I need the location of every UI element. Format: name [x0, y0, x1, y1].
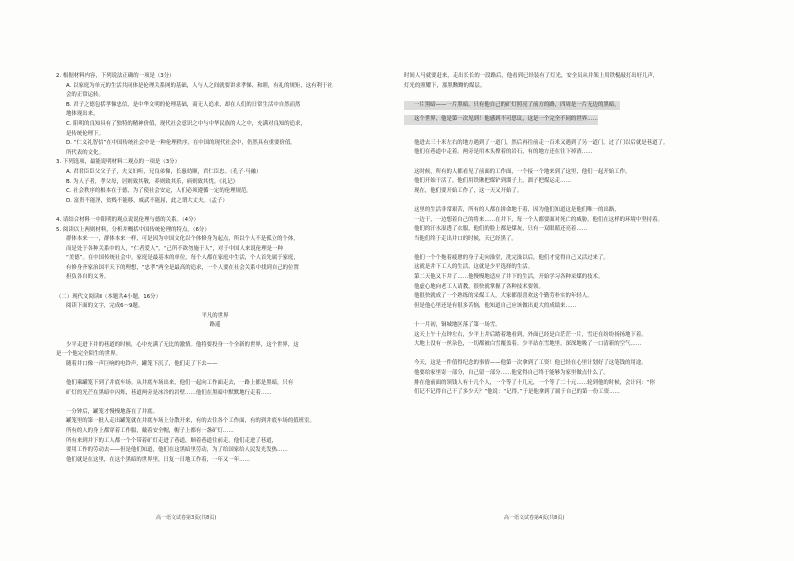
text-line: 平凡的世界: [201, 312, 229, 319]
text-line: 第二天他又下井了……他慢慢地适应了井下的生活，开始学习各种采煤的技术。: [414, 274, 604, 281]
text-line: 他进去三十米左右的地方遇到了一道门，然后再往前走一百米又遇到了另一道门。过了门以后就是巷道了。: [414, 139, 669, 146]
text-line: 会的正常运转。: [66, 92, 104, 99]
text-line: 他很快就成了一个熟练的采煤工人，大家都很喜欢这个勤劳朴实的年轻人。: [414, 293, 593, 300]
text-line: 群体本来一一，群体本来一样，可是因为中国文化以个体修身为起点，所以个人不是孤立的个体，: [66, 236, 299, 243]
text-line: 3. 下列选项，最能说明材料二观点的一项是（3分）: [56, 159, 180, 166]
text-line: 他们乘罐笼下到了井底车场。从井底车场出来，他们一起向工作面走去，一路上都是黑暗，只有: [66, 380, 294, 386]
text-line: 有修身齐家治国平天下的理想，“忠孝”两全是最高的追求，一个人要在社会关系中找到自己的位置: [66, 264, 299, 271]
text-line: 2. 根据材料内容，下列说法正确的一项是（3分）: [56, 73, 175, 79]
text-line: 他们开始干活了。他们用铁锹把煤铲到溜子上，溜子把煤运走……: [414, 178, 571, 185]
text-line: 矿灯的光芒在黑暗中闪烁，巷道两旁是冰冷的岩壁……他们在黑暗中默默地行走着……: [66, 389, 272, 396]
paragraph-gap: [404, 350, 722, 360]
text-line: 他要给家里寄一部分，自己留一部分……他觉得自己终于能够为家里做点什么了。: [414, 370, 609, 376]
text-line: 他们在巷道中走着。两旁是用木头撑着的岩石，有的地方还在往下掉渣……: [414, 149, 593, 156]
text-line: 担负各自的义务。: [66, 274, 110, 281]
text-line: 所有来到井下的工人都一个个带着矿灯走进了巷道，顺着巷道往前走。他们走进了巷道，: [66, 437, 278, 444]
text-line: B. 为人子者，孝父母，居则致其敬，养则致其乐，病则致其忧。《礼记》: [66, 178, 239, 185]
text-line: 现在，他们要开始工作了，这一天又开始了。: [414, 187, 523, 194]
text-line: A. 以家庭为单元的生活共同体是伦理关系网的基础，人与人之间就要讲求孝悌、和睦，有礼的规矩，这有利于社: [66, 82, 333, 89]
paragraph-gap: [56, 206, 374, 216]
text-line: 这个世界，他是第一次见到！他感到不可思议，这是一个完全不同的世界……: [404, 115, 598, 125]
text-line: C. 社会秩序的根本在于德，为了使社会安定，人们必须遵循一定的伦理规范。: [66, 188, 252, 195]
text-line: 所代表的文化。: [66, 149, 104, 156]
text-line: 要用工作的劳动去——但是他们知道，他们在这黑暗里劳动，为了给国家给人民发光发热……: [66, 447, 288, 454]
text-line: 路遥: [209, 322, 221, 329]
text-line: 他们的汗水湿透了衣服，他们的脸上都是煤灰，只有一双眼睛还亮着……: [414, 226, 588, 233]
left-column: [56, 72, 374, 465]
text-line: 是传统伦理下。: [66, 130, 104, 137]
text-line: 一边干，一边想着自己的将来……在井下，每一个人都要面对死亡的威胁，他们在这样的环境中坚持着。: [414, 216, 663, 223]
paragraph-gap: [56, 331, 374, 341]
text-line: 4. 请结合材料一中阳明的观点说说伦理与德的关系。（4分）: [56, 216, 199, 223]
text-line: 时间人马就要赶来，走出长长的一段路后，他看到已经装有了灯光，安全员从井架上用铁棍敲打出好几声，: [404, 73, 659, 79]
text-line: B. 君子之德包括孝悌忠信，是中华文明的伦理基础，商无人追求，却在人们的日常生活中自然而然: [66, 101, 301, 108]
text-line: 当他们终于走出井口的时候，天已经黑了。: [414, 235, 517, 242]
text-line: 是一个他完全陌生的世界。: [56, 351, 121, 358]
text-line: 这就是井下工人的生活，这就是少平选择的生活。: [414, 264, 534, 271]
text-line: D. “仁义礼智信”在中国传统社会中是一种伦理秩序，在中国的现代社会中，仍然具有重要价值。: [66, 140, 296, 147]
text-line: 灯光的照耀下，那黑黝黝的煤层。: [404, 82, 486, 89]
text-line: C. 阳明的良知具有了独特的精神价值，现代社会意识之中与中华民族的人之中，充满对良知的追求，: [66, 120, 306, 127]
text-line: 们记不记得自己干了多少天？”他说：“记得。”于是他拿到了属于自己的第一份工资……: [414, 389, 620, 396]
paragraph-gap: [404, 91, 722, 101]
text-line: 他们一个个拖着疲惫的身子走向澡堂，洗完澡以后，他们才觉得自己又活过来了。: [414, 254, 609, 261]
text-line: 随着井口像一声巨响的电铃声，罐笼下沉了，他们走了下去——: [66, 360, 218, 367]
paragraph-gap: [404, 158, 722, 168]
paragraph-gap: [404, 129, 722, 139]
paragraph-gap: [56, 398, 374, 408]
text-line: 他虚心地向老工人请教，很快就掌握了各种技术要领。: [414, 283, 544, 290]
text-line: 这时候，所有的人都看见了前面的工作面，一个接一个地来到了这里，他们一起开始工作。: [414, 168, 631, 175]
paragraph-gap: [56, 283, 374, 293]
text-line: 这天上午十点钟左右，少平上井后踏着地看到，外面已经是白茫茫一片，雪还在纷纷扬扬地下着。: [414, 331, 647, 338]
footer-left-page-number: 高一语文试卷第3页(共8页): [156, 515, 217, 521]
text-line: A. 君君臣臣父父子子，夫义妇听，兄良弟悌，长惠幼顺，君仁臣忠。（孔子·马融）: [66, 168, 262, 175]
text-line: 5. 阅读以上两则材料，分析并概括中国传统伦理的特点。（6分）: [56, 226, 210, 233]
text-line: 而是处于各种关系中的人，“仁者爱人”，“己所不欲勿施于人”，对于中国人来说伦理是一种: [66, 245, 283, 252]
text-line: 今天，这是一件值得纪念的事情——他第一次拿到了工资！他已经在心里计划好了这笔钱的用途。: [414, 360, 647, 367]
text-line: 排在他前面的领钱人有十几个人，一个等了十几元，一个等了二十元……轮到他的时候，会计问：“你: [414, 379, 655, 386]
text-line: D. 富贵不能淫，贫贱不能移，威武不能屈，此之谓大丈夫。（孟子）: [66, 197, 228, 204]
right-column: [404, 72, 722, 398]
paragraph-gap: [404, 311, 722, 321]
text-line: 十一月初，铜城地区落了第一场雪。: [414, 322, 501, 329]
text-line: 少平走进下井的巷道的时候，心中充满了无比的激情。他将要投身一个全新的世界，这个世界，这: [66, 341, 299, 348]
paragraph-gap: [56, 369, 374, 379]
text-line: 一分钟后，罐笼才慢慢地落在了井底。: [66, 408, 158, 415]
text-line: “美德”。在中国传统社会中，家庭是最基本的单位，每个人都在家庭中生活，个人首先属于家庭，: [66, 255, 299, 262]
paragraph-gap: [404, 244, 722, 254]
text-line: 大地上没有一丝杂色，一切都被白雪覆盖着。少平站在雪地里，深深地吸了一口清新的空气……: [414, 341, 642, 348]
text-line: 罐笼里的第一批人走出罐笼就在井底车场上分散开来，有的去往各个工作面，有的到井底车场的值班室。: [66, 418, 315, 425]
text-line: 所有的人的身上都穿着工作服，戴着安全帽，帽子上都有一盏矿灯……: [66, 427, 234, 434]
text-line: 阅读下面的文字，完成6～9题。: [66, 303, 144, 310]
text-line: 这里的生活非常艰苦，所有的人都在拼命地干着，因为他们知道这是他们唯一的出路，: [414, 206, 620, 213]
paragraph-gap: [404, 196, 722, 206]
text-line: 但是他心里还是有很多苦恼，他知道自己应该做出更大的成绩来……: [414, 302, 577, 309]
text-line: （二）现代文阅读Ⅱ（本题共4小题，16分）: [56, 293, 162, 300]
text-line: 地体现出来。: [66, 111, 99, 118]
footer-right-page-number: 高一语文试卷第4页(共8页): [504, 515, 565, 521]
text-line: 他们就是在这里，在这个黑暗的世界里，日复一日地工作着，一年又一年……: [66, 456, 250, 463]
text-line: 一片黑暗——一片黑暗。只有他自己的矿灯照亮了前方的路，四周是一片无边的黑暗。: [404, 101, 620, 111]
